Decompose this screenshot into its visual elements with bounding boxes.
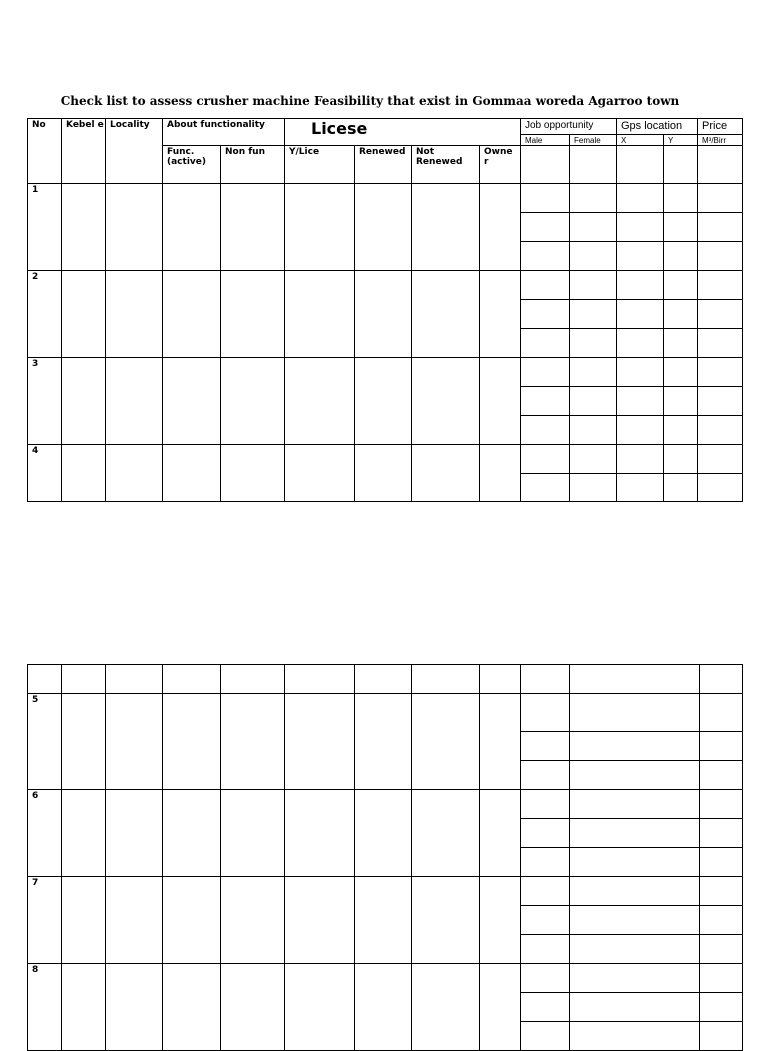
cell-price[interactable] [700,1022,743,1051]
cell-y[interactable] [664,445,698,474]
checklist-table-2 [27,664,743,1051]
cell-func-active[interactable] [163,184,221,271]
cell-price[interactable] [698,445,743,474]
cell-renewed[interactable] [355,358,412,445]
cell-price[interactable] [698,416,743,445]
header-male: Male [521,135,570,146]
cell-y-lice[interactable] [285,358,355,445]
cell-not-renewed[interactable] [412,184,480,271]
cell-locality[interactable] [106,877,163,964]
cell-not-renewed[interactable] [412,790,480,877]
cell-kebele[interactable] [62,445,106,502]
empty-cell[interactable] [700,665,743,694]
cell-owner[interactable] [480,694,521,790]
header-gps-location: Gps location [617,119,698,135]
cell-y-lice[interactable] [285,184,355,271]
cell-non-fun[interactable] [221,184,285,271]
cell-locality[interactable] [106,790,163,877]
cell-renewed[interactable] [355,694,412,790]
cell-gps[interactable] [570,790,700,819]
cell-female[interactable] [570,358,617,387]
cell-owner[interactable] [480,271,521,358]
cell-job[interactable] [521,935,570,964]
cell-kebele[interactable] [62,694,106,790]
cell-y[interactable] [664,474,698,502]
cell-y[interactable] [664,271,698,300]
cell-owner[interactable] [480,877,521,964]
cell-owner[interactable] [480,790,521,877]
cell-price[interactable] [700,964,743,993]
cell-non-fun[interactable] [221,271,285,358]
cell-locality[interactable] [106,964,163,1051]
cell-locality[interactable] [106,358,163,445]
header-no: No [28,119,62,184]
cell-y-lice[interactable] [285,877,355,964]
cell-kebele[interactable] [62,358,106,445]
cell-price[interactable] [700,694,743,732]
cell-locality[interactable] [106,445,163,502]
cell-female[interactable] [570,300,617,329]
header-func-active: Func. (active) [163,146,221,184]
empty-cell[interactable] [106,665,163,694]
cell-not-renewed[interactable] [412,358,480,445]
cell-price[interactable] [700,790,743,819]
cell-func-active[interactable] [163,271,221,358]
cell-job[interactable] [521,819,570,848]
empty-cell[interactable] [521,146,570,184]
row-number: 8 [28,964,62,1051]
cell-func-active[interactable] [163,877,221,964]
cell-female[interactable] [570,445,617,474]
cell-price[interactable] [698,271,743,300]
cell-female[interactable] [570,213,617,242]
cell-renewed[interactable] [355,271,412,358]
cell-price[interactable] [700,819,743,848]
empty-cell[interactable] [28,665,62,694]
document-title: Check list to assess crusher machine Feasibility that exist in Gommaa woreda Agarroo town [60,94,680,108]
header-price-unit: M³/Birr [698,135,743,146]
cell-gps[interactable] [570,694,700,732]
header-renewed: Renewed [355,146,412,184]
cell-renewed[interactable] [355,877,412,964]
cell-gps[interactable] [570,906,700,935]
cell-x[interactable] [617,474,664,502]
cell-x[interactable] [617,213,664,242]
cell-y-lice[interactable] [285,271,355,358]
cell-non-fun[interactable] [221,358,285,445]
cell-owner[interactable] [480,358,521,445]
cell-owner[interactable] [480,184,521,271]
cell-gps[interactable] [570,877,700,906]
cell-price[interactable] [700,848,743,877]
empty-cell[interactable] [221,665,285,694]
cell-x[interactable] [617,242,664,271]
header-kebele: Kebel e [62,119,106,184]
cell-female[interactable] [570,474,617,502]
cell-locality[interactable] [106,694,163,790]
cell-non-fun[interactable] [221,445,285,502]
cell-kebele[interactable] [62,877,106,964]
row-number: 5 [28,694,62,790]
cell-female[interactable] [570,329,617,358]
row-number: 2 [28,271,62,358]
cell-x[interactable] [617,300,664,329]
cell-price[interactable] [700,877,743,906]
row-number: 3 [28,358,62,445]
cell-y[interactable] [664,358,698,387]
cell-func-active[interactable] [163,694,221,790]
cell-price[interactable] [700,761,743,790]
empty-cell[interactable] [412,665,480,694]
cell-male[interactable] [521,184,570,213]
cell-price[interactable] [700,906,743,935]
empty-cell[interactable] [285,665,355,694]
cell-gps[interactable] [570,993,700,1022]
header-locality: Locality [106,119,163,184]
header-about-functionality: About functionality [163,119,285,146]
checklist-table-1 [27,118,743,502]
cell-kebele[interactable] [62,790,106,877]
cell-x[interactable] [617,329,664,358]
cell-job[interactable] [521,1022,570,1051]
cell-job[interactable] [521,906,570,935]
empty-cell[interactable] [163,665,221,694]
cell-price[interactable] [700,732,743,761]
cell-func-active[interactable] [163,358,221,445]
cell-y-lice[interactable] [285,445,355,502]
cell-owner[interactable] [480,445,521,502]
cell-female[interactable] [570,271,617,300]
header-y: Y [664,135,698,146]
cell-job[interactable] [521,964,570,993]
header-not-renewed: Not Renewed [412,146,480,184]
cell-male[interactable] [521,300,570,329]
cell-non-fun[interactable] [221,877,285,964]
cell-y[interactable] [664,213,698,242]
cell-gps[interactable] [570,964,700,993]
cell-male[interactable] [521,445,570,474]
header-x: X [617,135,664,146]
cell-not-renewed[interactable] [412,445,480,502]
header-non-fun: Non fun [221,146,285,184]
cell-male[interactable] [521,271,570,300]
cell-func-active[interactable] [163,445,221,502]
cell-y[interactable] [664,416,698,445]
cell-male[interactable] [521,242,570,271]
cell-gps[interactable] [570,935,700,964]
empty-cell[interactable] [521,665,570,694]
cell-not-renewed[interactable] [412,877,480,964]
cell-y-lice[interactable] [285,964,355,1051]
row-number: 7 [28,877,62,964]
cell-func-active[interactable] [163,964,221,1051]
cell-price[interactable] [698,474,743,502]
header-female: Female [570,135,617,146]
cell-gps[interactable] [570,732,700,761]
cell-female[interactable] [570,387,617,416]
cell-gps[interactable] [570,1022,700,1051]
cell-kebele[interactable] [62,964,106,1051]
cell-x[interactable] [617,387,664,416]
cell-job[interactable] [521,694,570,732]
empty-cell[interactable] [617,146,664,184]
cell-x[interactable] [617,358,664,387]
cell-male[interactable] [521,387,570,416]
cell-male[interactable] [521,416,570,445]
cell-y-lice[interactable] [285,694,355,790]
cell-price[interactable] [700,993,743,1022]
cell-price[interactable] [698,387,743,416]
cell-x[interactable] [617,445,664,474]
cell-female[interactable] [570,242,617,271]
cell-y[interactable] [664,242,698,271]
cell-not-renewed[interactable] [412,271,480,358]
cell-non-fun[interactable] [221,790,285,877]
cell-male[interactable] [521,213,570,242]
cell-non-fun[interactable] [221,694,285,790]
cell-non-fun[interactable] [221,964,285,1051]
cell-func-active[interactable] [163,790,221,877]
cell-locality[interactable] [106,271,163,358]
cell-job[interactable] [521,732,570,761]
cell-not-renewed[interactable] [412,694,480,790]
cell-male[interactable] [521,474,570,502]
cell-x[interactable] [617,271,664,300]
cell-gps[interactable] [570,761,700,790]
cell-owner[interactable] [480,964,521,1051]
cell-locality[interactable] [106,184,163,271]
cell-price[interactable] [700,935,743,964]
header-price: Price [698,119,743,135]
cell-price[interactable] [698,242,743,271]
cell-female[interactable] [570,416,617,445]
cell-job[interactable] [521,993,570,1022]
cell-price[interactable] [698,184,743,213]
cell-male[interactable] [521,329,570,358]
cell-renewed[interactable] [355,445,412,502]
header-job-opportunity: Job opportunity [521,119,617,135]
cell-x[interactable] [617,184,664,213]
cell-x[interactable] [617,416,664,445]
empty-cell[interactable] [355,665,412,694]
empty-cell[interactable] [664,146,698,184]
cell-not-renewed[interactable] [412,964,480,1051]
cell-y[interactable] [664,387,698,416]
cell-renewed[interactable] [355,964,412,1051]
cell-renewed[interactable] [355,790,412,877]
cell-renewed[interactable] [355,184,412,271]
row-number: 1 [28,184,62,271]
cell-kebele[interactable] [62,184,106,271]
header-owner: Owne r [480,146,521,184]
cell-job[interactable] [521,790,570,819]
cell-y-lice[interactable] [285,790,355,877]
cell-y[interactable] [664,184,698,213]
cell-female[interactable] [570,184,617,213]
empty-cell[interactable] [570,665,700,694]
header-license: Licese [285,119,521,146]
cell-price[interactable] [698,213,743,242]
cell-price[interactable] [698,358,743,387]
cell-gps[interactable] [570,848,700,877]
empty-cell[interactable] [480,665,521,694]
empty-cell[interactable] [698,146,743,184]
cell-male[interactable] [521,358,570,387]
empty-cell[interactable] [570,146,617,184]
cell-job[interactable] [521,848,570,877]
cell-y[interactable] [664,300,698,329]
cell-kebele[interactable] [62,271,106,358]
cell-gps[interactable] [570,819,700,848]
cell-price[interactable] [698,300,743,329]
header-y-lice: Y/Lice [285,146,355,184]
empty-cell[interactable] [62,665,106,694]
cell-job[interactable] [521,761,570,790]
cell-job[interactable] [521,877,570,906]
row-number: 4 [28,445,62,502]
row-number: 6 [28,790,62,877]
cell-price[interactable] [698,329,743,358]
cell-y[interactable] [664,329,698,358]
